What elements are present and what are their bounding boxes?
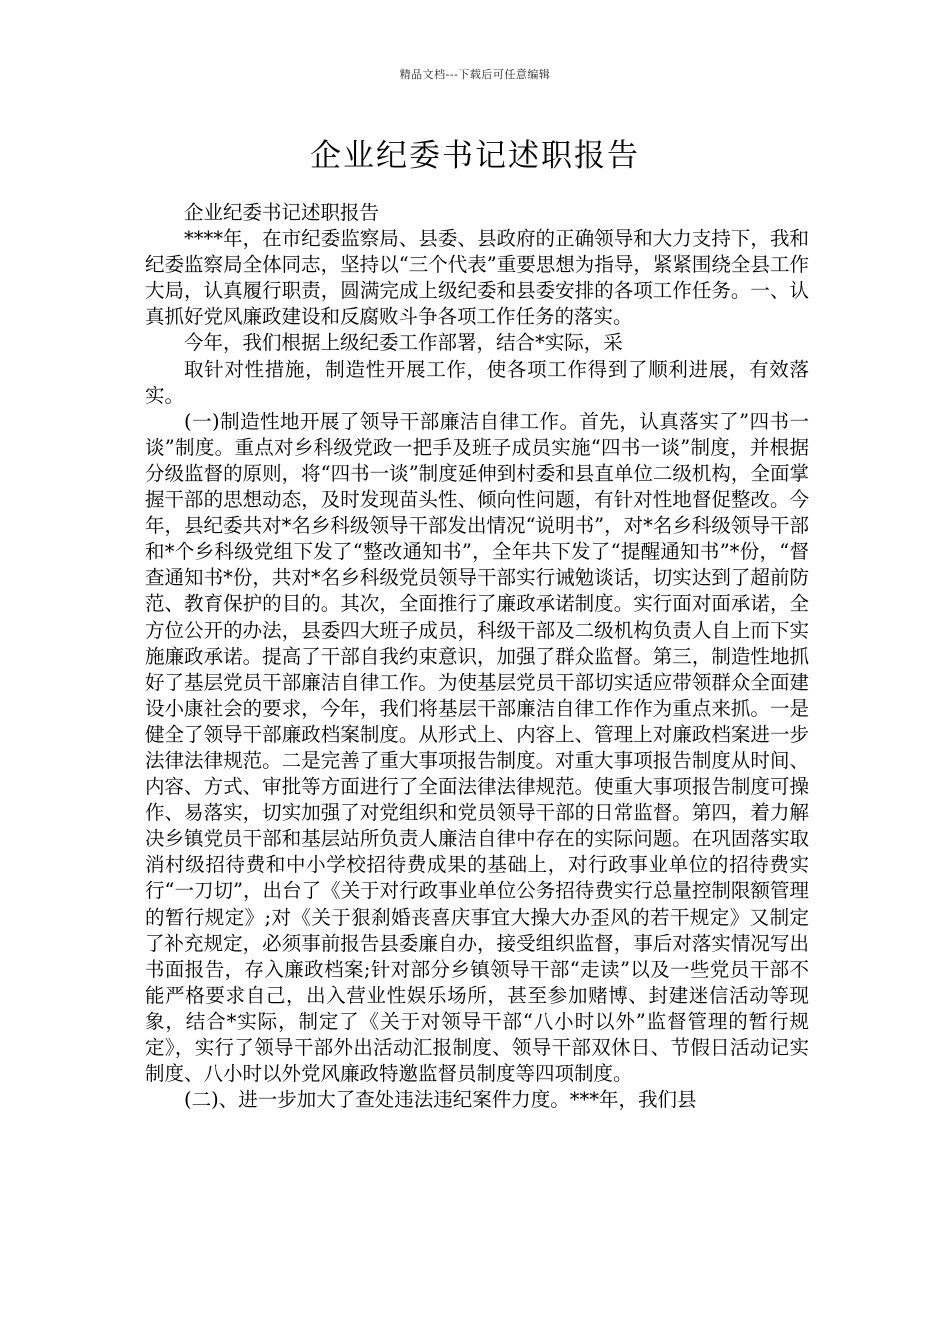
document-title: 企业纪委书记述职报告 <box>310 138 640 174</box>
page-header-note: 精品文档---下载后可任意编辑 <box>399 68 551 81</box>
paragraph-subtitle: 企业纪委书记述职报告 <box>184 201 380 224</box>
paragraph-measures: 取针对性措施，制造性开展工作，使各项工作得到了顺利进展，有效落实。 <box>145 357 809 407</box>
paragraph-section-two: (二)、进一步加大了查处违法违纪案件力度。***年，我们县 <box>184 1088 697 1112</box>
paragraph-intro: ****年，在市纪委监察局、县委、县政府的正确领导和大力支持下，我和纪委监察局全体同志，坚持以“三个代表”重要思想为指导，紧紧围绕全县工作大局，认真履行职责，圆满完成上级纪委和县委安排的各项工作任务。一、认真抓好党风廉政建设和反腐败斗争各项工作任务的落实。 <box>145 227 809 329</box>
paragraph-section-one: (一)制造性地开展了领导干部廉洁自律工作。首先，认真落实了”四书一谈”制度。重点对乡科级党政一把手及班子成员实施“四书一谈”制度，并根据分级监督的原则，将“四书一谈”制度延伸到村委和县直单位二级机构，全面掌握干部的思想动态，及时发现苗头性、倾向性问题，有针对性地督促整改。今年，县纪委共对*名乡科级领导干部发出情况“说明书”，对*名乡科级领导干部和*个乡科级党组下发了“整改通知书”，全年共下发了“提醒通知书”*份，“督查通知书*份，共对*名乡科级党员领导干部实行诫勉谈话，切实达到了超前防范、教育保护的目的。其次，全面推行了廉政承诺制度。实行面对面承诺，全方位公开的办法，县委四大班子成员，科级干部及二级机构负责人自上而下实施廉政承诺。提高了干部自我约束意识，加强了群众监督。第三，制造性地抓好了基层党员干部廉洁自律工作。为使基层党员干部切实适应带领群众全面建设小康社会的要求，今年，我们将基层干部廉洁自律工作作为重点来抓。一是健全了领导干部廉政档案制度。从形式上、内容上、管理上对廉政档案进一步法律法律规范。二是完善了重大事项报告制度。对重大事项报告制度从时间、内容、方式、审批等方面进行了全面法律法律规范。使重大事项报告制度可操作、易落实，切实加强了对党组织和党员领导干部的日常监督。第四，着力解决乡镇党员干部和基层站所负责人廉洁自律中存在的实际问题。在巩固落实取消村级招待费和中小学校招待费成果的基础上，对行政事业单位的招待费实行“一刀切”，出台了《关于对行政事业单位公务招待费实行总量控制限额管理的暂行规定》;对《关于狠刹婚丧喜庆事宜大操大办歪风的若干规定》又制定了补充规定，必须事前报告县委廉自办，接受组织监督，事后对落实情况写出书面报告，存入廉政档案;针对部分乡镇领导干部“走读”以及一些党员干部不能严格要求自己，出入营业性娱乐场所，甚至参加赌博、封建迷信活动等现象，结合*实际，制定了《关于对领导干部“八小时以外”监督管理的暂行规定》，实行了领导干部外出活动汇报制度、领导干部双休日、节假日活动记实制度、八小时以外党风廉政特邀监督员制度等四项制度。 <box>145 409 809 1086</box>
document-body <box>145 200 809 1113</box>
paragraph-deployment: 今年，我们根据上级纪委工作部署，结合*实际，采 <box>184 331 623 355</box>
